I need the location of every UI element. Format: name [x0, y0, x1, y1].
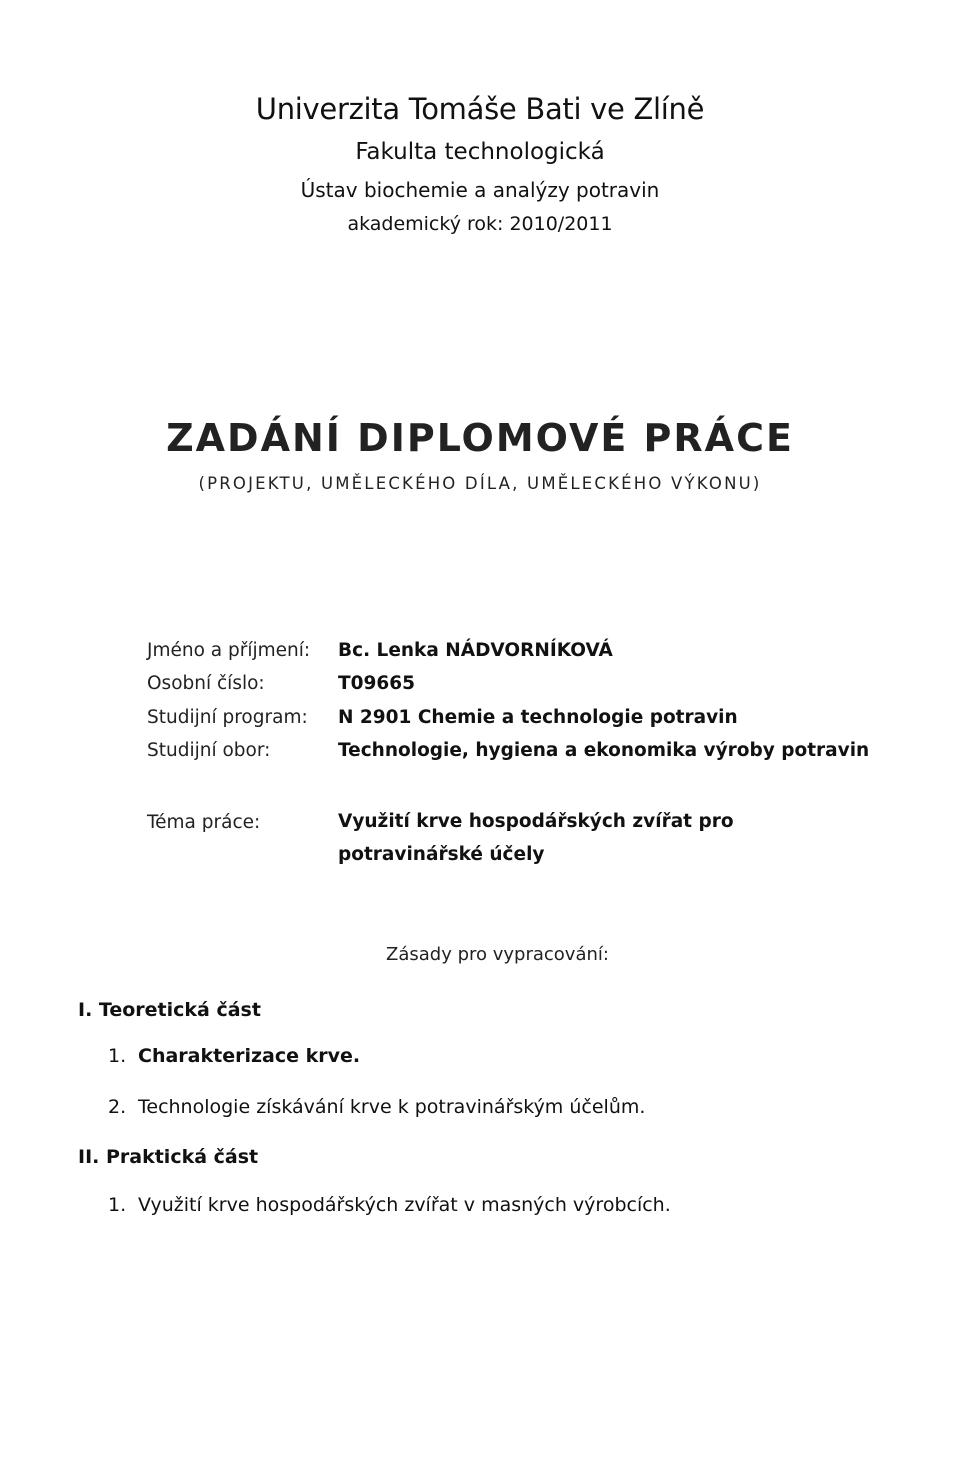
program-value: N 2901 Chemie a technologie potravin — [338, 707, 738, 728]
list-item-text: Charakterizace krve. — [138, 1045, 361, 1067]
section-theoretical: I. Teoretická část — [78, 999, 261, 1021]
list-item — [108, 1045, 360, 1067]
list-item-text: Technologie získávání krve k potravinářským účelům. — [138, 1096, 646, 1118]
faculty-name: Fakulta technologická — [355, 139, 605, 165]
list-item-text: Využití krve hospodářských zvířat v masných výrobcích. — [138, 1194, 671, 1216]
institute-name: Ústav biochemie a analýzy potravin — [300, 178, 660, 202]
field-label: Studijní obor: — [147, 740, 271, 761]
academic-year: akademický rok: 2010/2011 — [347, 213, 613, 235]
list-item-number: 1. — [108, 1045, 127, 1067]
field-value: Technologie, hygiena a ekonomika výroby potravin — [338, 740, 870, 761]
list-item — [108, 1096, 645, 1118]
id-value: T09665 — [338, 673, 415, 694]
document-title: ZADÁNÍ DIPLOMOVÉ PRÁCE — [166, 416, 794, 460]
section-practical: II. Praktická část — [78, 1146, 259, 1168]
list-item-number: 2. — [108, 1096, 127, 1118]
topic-label: Téma práce: — [147, 812, 261, 833]
list-item — [108, 1194, 671, 1216]
name-value: Bc. Lenka NÁDVORNÍKOVÁ — [338, 640, 613, 661]
program-label: Studijní program: — [147, 707, 308, 728]
name-label: Jméno a příjmení: — [147, 640, 311, 661]
university-name: Univerzita Tomáše Bati ve Zlíně — [255, 92, 705, 126]
list-item-number: 1. — [108, 1194, 127, 1216]
document-subtitle: (PROJEKTU, UMĚLECKÉHO DÍLA, UMĚLECKÉHO VÝKONU) — [198, 474, 762, 493]
principles-heading: Zásady pro vypracování: — [386, 944, 609, 965]
topic-value: Využití krve hospodářských zvířat pro potravinářské účely — [338, 811, 734, 865]
id-label: Osobní číslo: — [147, 673, 265, 694]
